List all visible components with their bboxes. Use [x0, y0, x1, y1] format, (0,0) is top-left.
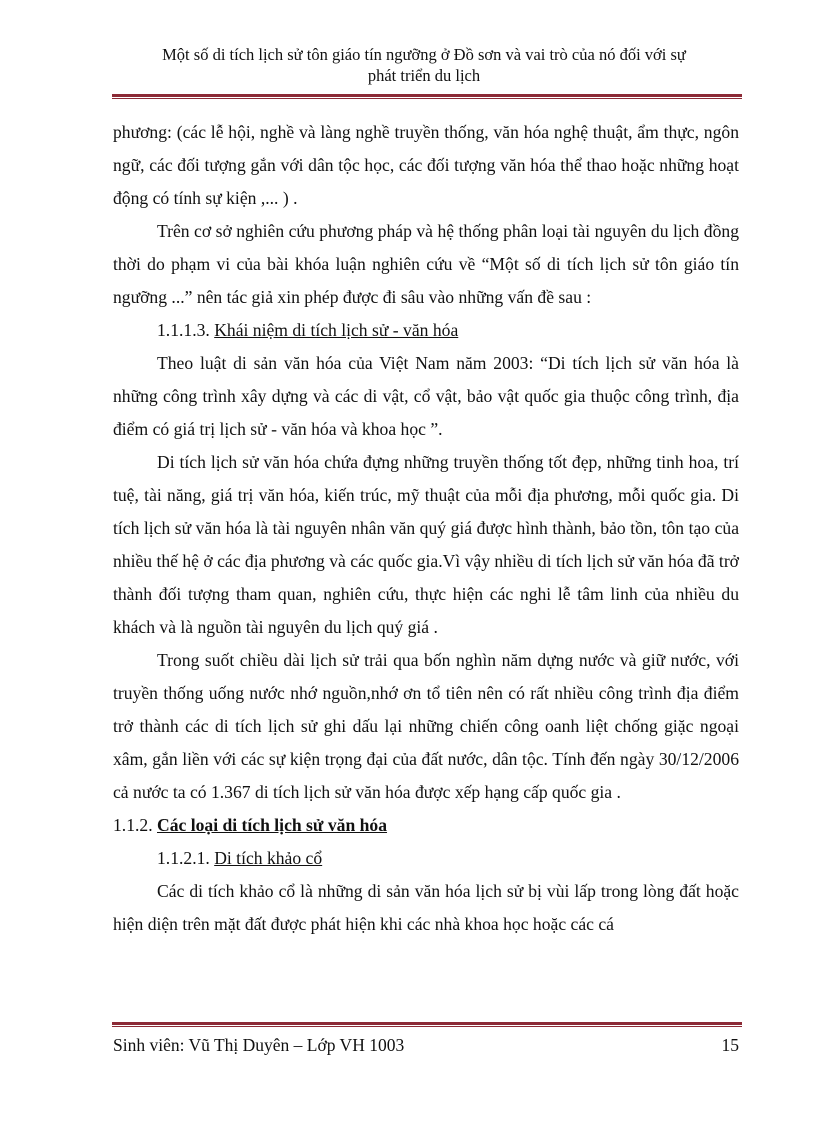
page-footer [113, 1034, 739, 1056]
footer-rule [112, 1022, 742, 1028]
paragraph-4: Di tích lịch sử văn hóa chứa đựng những truyền thống tốt đẹp, những tinh hoa, trí tuệ, tài năng, giá trị văn hóa, kiến trúc, mỹ thuật của mỗi địa phương, mỗi quốc gia. Di tích lịch sử văn hóa là tài nguyên nhân văn quý giá được hình thành, bảo tồn, tôn tạo của nhiều thế hệ ở các địa phương và các quốc gia.Vì vậy nhiều di tích lịch sử văn hóa đã trở thành đối tượng tham quan, nghiên cứu, thực hiện các nghi lễ tâm linh của nhiều du khách và là nguồn tài nguyên du lịch quý giá . [113, 452, 739, 637]
heading-1-1-2 [113, 809, 739, 842]
page-number: 15 [721, 1035, 739, 1055]
heading-number: 1.1.2.1. [157, 848, 210, 868]
paragraph-2: Trên cơ sở nghiên cứu phương pháp và hệ thống phân loại tài nguyên du lịch đồng thời do phạm vi của bài khóa luận nghiên cứu về “Một số di tích lịch sử tôn giáo tín ngưỡng ...” nên tác giả xin phép được đi sâu vào những vấn đề sau : [113, 221, 739, 307]
heading-number: 1.1.2. [113, 815, 153, 835]
page-header [108, 44, 740, 86]
footer-student: Sinh viên: Vũ Thị Duyên – Lớp VH 1003 [113, 1035, 405, 1055]
heading-title: Di tích khảo cổ [214, 848, 323, 868]
paragraph-1: phương: (các lễ hội, nghề và làng nghề truyền thống, văn hóa nghệ thuật, ẩm thực, ngôn ngữ, các đối tượng gắn với dân tộc học, các đối tượng văn hóa thể thao hoặc những hoạt động có tính sự kiện ,... ) . [113, 122, 739, 208]
header-line-1: Một số di tích lịch sử tôn giáo tín ngưỡng ở Đồ sơn và vai trò của nó đối với sự [162, 45, 686, 64]
heading-title: Khái niệm di tích lịch sử - văn hóa [214, 320, 459, 340]
paragraph-6: Các di tích khảo cổ là những di sản văn hóa lịch sử bị vùi lấp trong lòng đất hoặc hiện diện trên mặt đất được phát hiện khi các nhà khoa học hoặc các cá [113, 881, 739, 934]
heading-1-1-1-3 [113, 314, 739, 347]
header-line-2: phát triển du lịch [367, 66, 481, 85]
paragraph-3: Theo luật di sản văn hóa của Việt Nam năm 2003: “Di tích lịch sử văn hóa là những công trình xây dựng và các di vật, cổ vật, bảo vật quốc gia thuộc công trình, địa điểm có giá trị lịch sử - văn hóa và khoa học ”. [113, 353, 739, 439]
heading-title: Các loại di tích lịch sử văn hóa [157, 815, 388, 835]
header-rule [112, 94, 742, 100]
heading-number: 1.1.1.3. [157, 320, 210, 340]
heading-1-1-2-1 [113, 842, 739, 875]
document-body [113, 116, 739, 941]
paragraph-5: Trong suốt chiều dài lịch sử trải qua bốn nghìn năm dựng nước và giữ nước, với truyền thống uống nước nhớ nguồn,nhớ ơn tổ tiên nên có rất nhiều công trình địa điểm trở thành các di tích lịch sử ghi dấu lại những chiến công oanh liệt chống giặc ngoại xâm, gắn liền với các sự kiện trọng đại của đất nước, dân tộc. Tính đến ngày 30/12/2006 cả nước ta có 1.367 di tích lịch sử văn hóa được xếp hạng cấp quốc gia . [113, 650, 739, 802]
